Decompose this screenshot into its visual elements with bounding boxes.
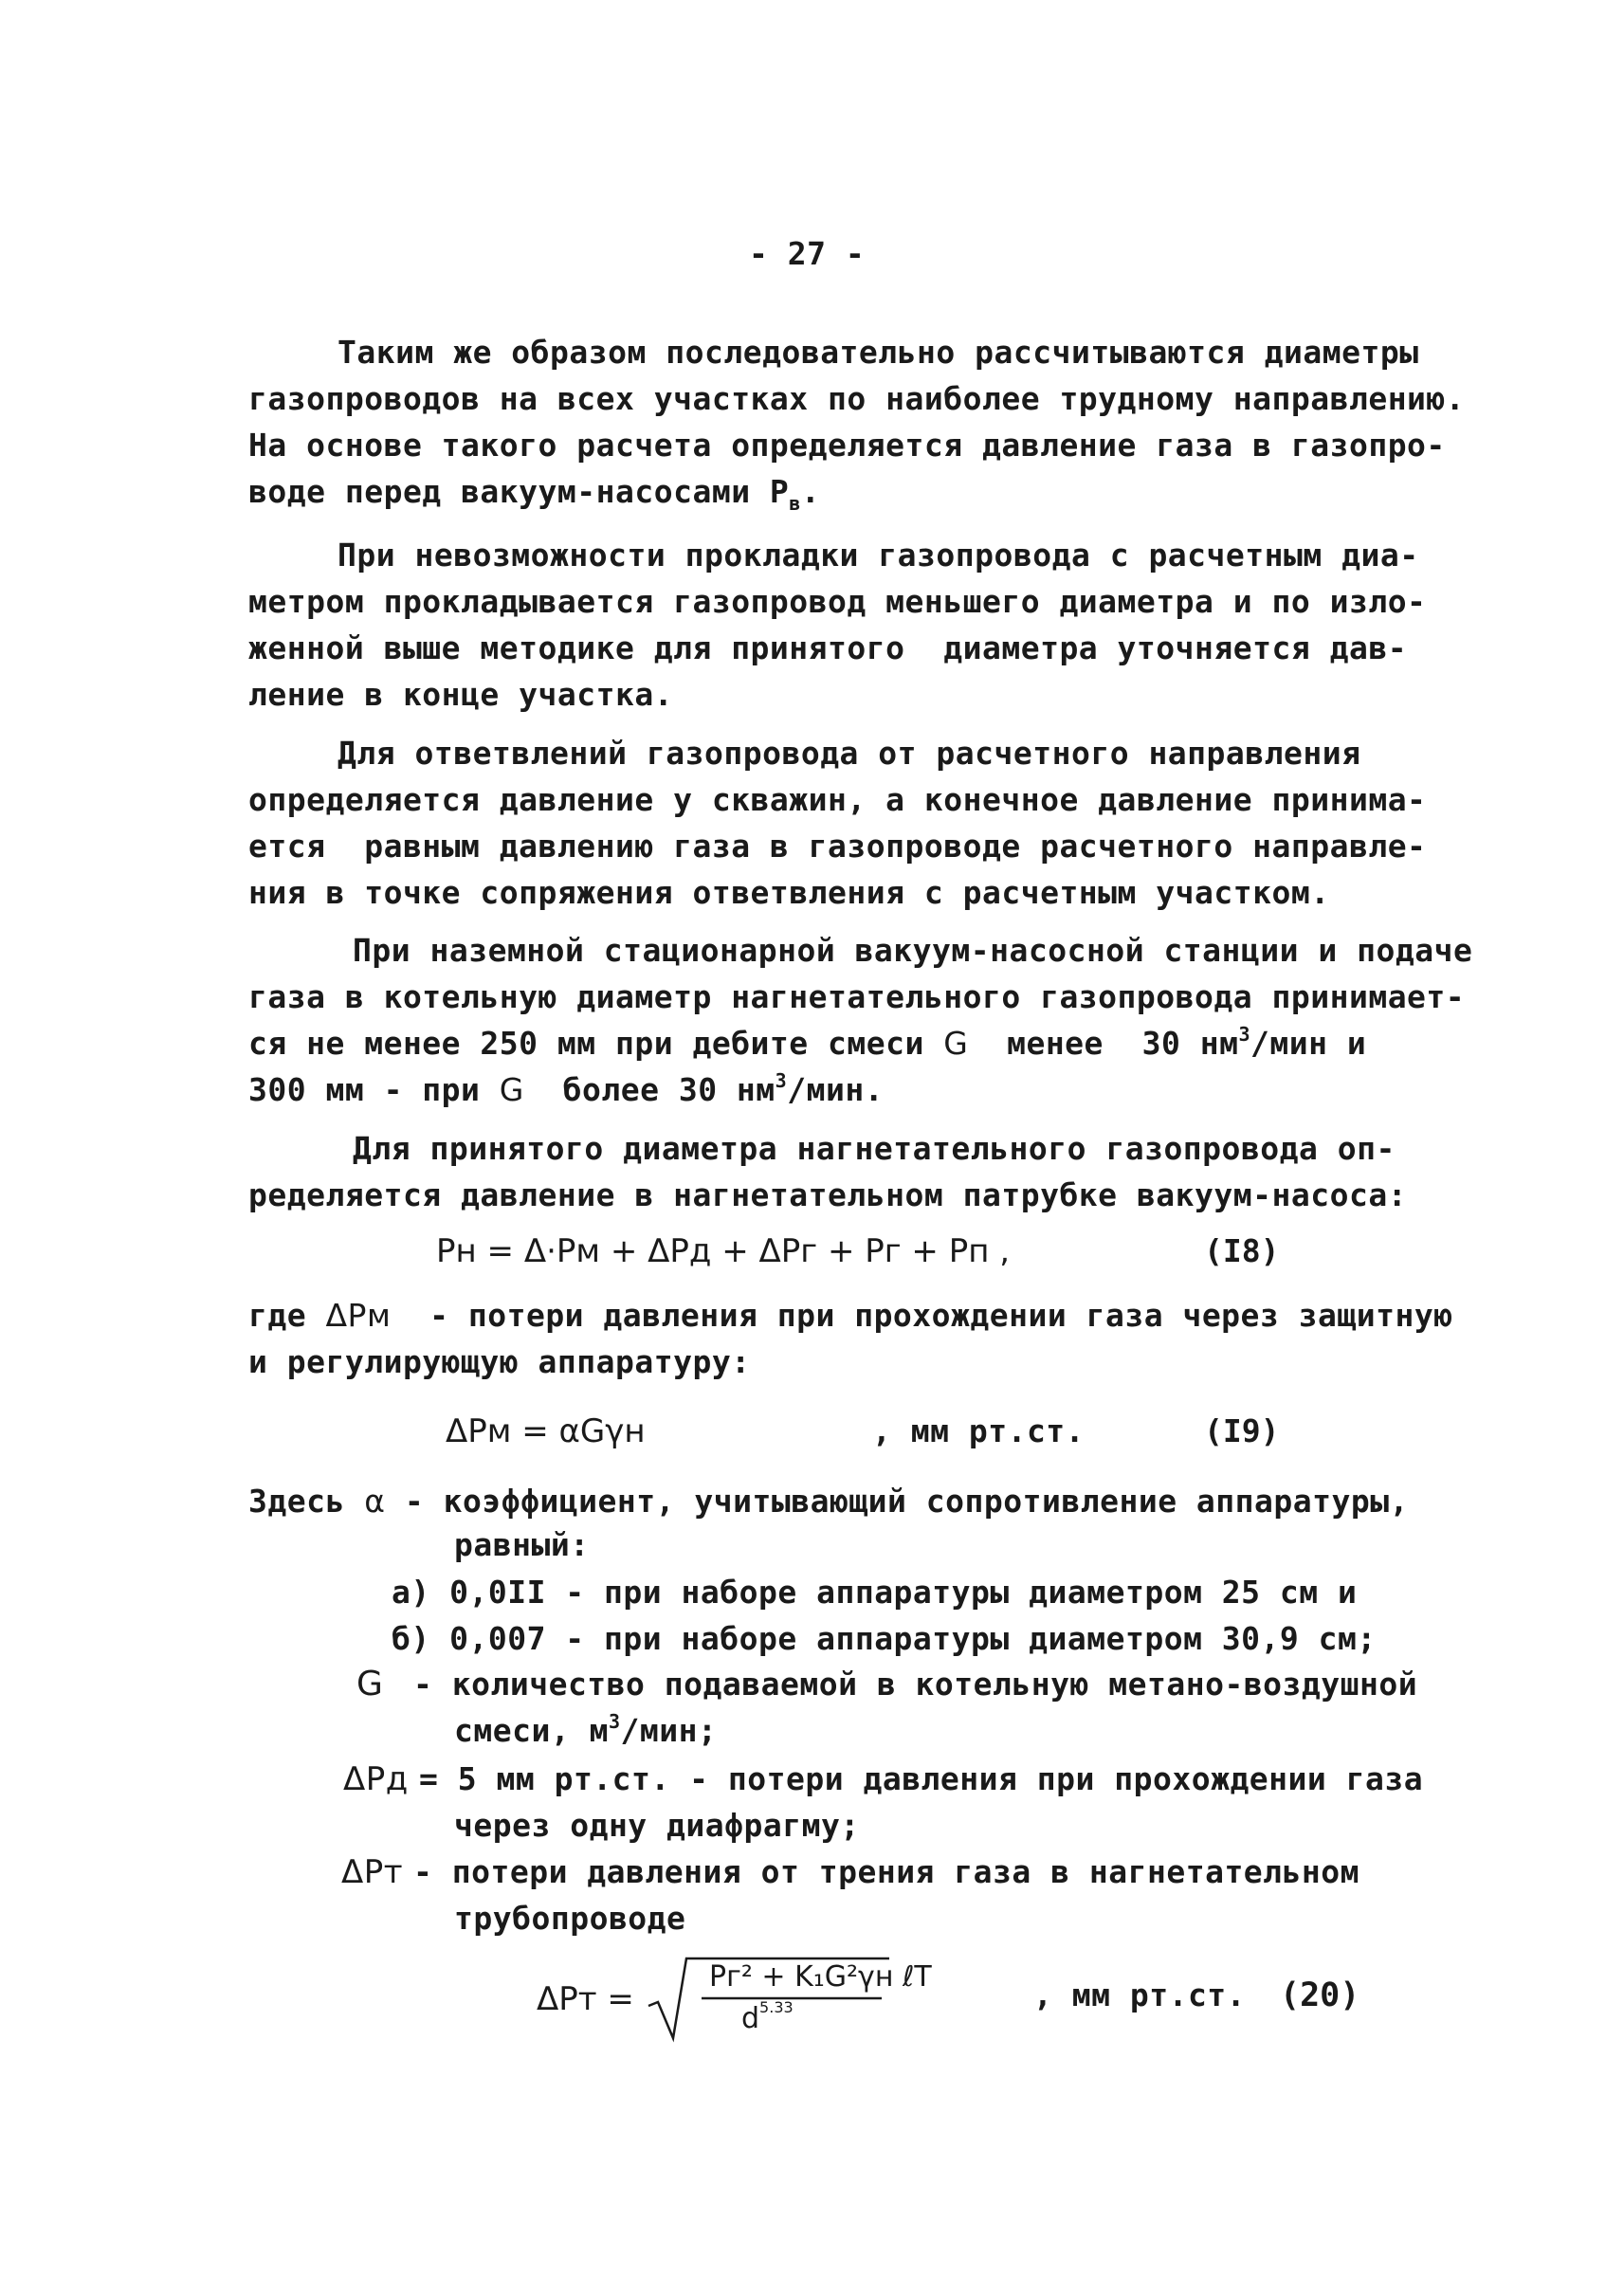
def-dpt-line-2: трубопроводе	[454, 1900, 686, 1937]
def-g-text2a: смеси, м	[454, 1712, 609, 1749]
eq20-den-exp: 5.33	[759, 1998, 794, 2016]
eq20-lhs: ΔPт =	[537, 1980, 634, 2018]
p4-l3-text: ся не менее 250 мм при дебите смеси	[248, 1025, 924, 1062]
p1-line-1: Таким же образом последовательно рассчитываются диаметры	[338, 334, 1419, 371]
p2-line-2: метром прокладывается газопровод меньшего диаметра и по изло-	[248, 583, 1427, 620]
pb-subscript: в	[789, 492, 801, 515]
page-number: - 27 -	[749, 235, 866, 272]
eq20-units: , мм рт.ст.	[1033, 1976, 1247, 2013]
where18-line-2: и регулирующую аппаратуру:	[248, 1343, 751, 1380]
p4-line-2: газа в котельную диаметр нагнетательного газопровода принимает-	[248, 978, 1466, 1015]
eq20-denominator	[741, 1998, 794, 2035]
p3-line-4: ния в точке сопряжения ответвления с расчетным участком.	[248, 874, 1330, 911]
cube-sup-1: 3	[1238, 1023, 1251, 1046]
def-item-b: б) 0,007 - при наборе аппаратуры диаметром 30,9 см;	[392, 1620, 1377, 1657]
eq20-den-base: d	[741, 2002, 760, 2035]
p1-line-4-end: .	[800, 473, 821, 510]
def-g-sup: 3	[608, 1710, 621, 1733]
where18-lead: где	[248, 1297, 307, 1334]
where18-text1: - потери давления при прохождении газа через защитную	[429, 1297, 1453, 1334]
eq18-formula: Pн = Δ·Pм + ΔPд + ΔPг + Pг + Pп ,	[436, 1232, 1011, 1270]
p4-l3-end: /мин и	[1250, 1025, 1367, 1062]
dpm-symbol: ΔPм	[325, 1297, 392, 1334]
p1-line-4	[248, 473, 821, 515]
def-alpha-text1: - коэффициент, учитывающий сопротивление аппаратуры,	[404, 1483, 1409, 1520]
def-g-text2b: /мин;	[620, 1712, 718, 1749]
p1-line-4-text: воде перед вакуум-насосами P	[248, 473, 790, 510]
p1-line-3: На основе такого расчета определяется давление газа в газопро-	[248, 427, 1446, 464]
p3-line-3: ется равным давлению газа в газопроводе расчетного направле-	[248, 828, 1427, 865]
p4-line-4	[248, 1071, 884, 1109]
p4-l3-mid: менее 30 нм	[1007, 1025, 1239, 1062]
eq19-formula: ΔPм = αGγн	[446, 1412, 646, 1450]
def-alpha-line-1	[248, 1483, 1409, 1521]
g-symbol-1: G	[943, 1025, 969, 1062]
dpt-symbol: ΔPт	[341, 1853, 404, 1891]
p2-line-3: женной выше методике для принятого диаметра уточняется дав-	[248, 629, 1408, 666]
alpha-symbol: α	[364, 1483, 386, 1520]
p4-l4-mid: более 30 нм	[562, 1071, 776, 1108]
def-dpt-line-1: - потери давления от трения газа в нагнетательном	[413, 1853, 1360, 1890]
p5-line-2: ределяется давление в нагнетательном патрубке вакуум-насоса:	[248, 1176, 1408, 1213]
p4-l4-end: /мин.	[787, 1071, 885, 1108]
def-lead: Здесь	[248, 1483, 345, 1520]
p3-line-1: Для ответвлений газопровода от расчетного направления	[338, 735, 1361, 772]
eq19-units: , мм рт.ст.	[872, 1412, 1086, 1449]
p5-line-1: Для принятого диаметра нагнетательного газопровода оп-	[353, 1130, 1396, 1167]
p1-line-2: газопроводов на всех участках по наиболее трудному направлению.	[248, 380, 1466, 417]
def-dpd-line-1: = 5 мм рт.ст. - потери давления при прохождении газа	[419, 1760, 1424, 1797]
where18-line-1	[248, 1297, 1453, 1335]
def-g-line-1: - количество подаваемой в котельную метано-воздушной	[413, 1666, 1418, 1703]
p4-l4-text: 300 мм - при	[248, 1071, 481, 1108]
def-item-a: а) 0,0II - при наборе аппаратуры диаметром 25 см и	[392, 1574, 1358, 1611]
eq19-number: (I9)	[1204, 1412, 1280, 1449]
eq18-number: (I8)	[1204, 1232, 1280, 1269]
def-dpd-line-2: через одну диафрагму;	[454, 1807, 860, 1844]
def-alpha-line-2: равный:	[454, 1526, 590, 1563]
p2-line-1: При невозможности прокладки газопровода с расчетным диа-	[338, 537, 1419, 574]
eq20-numerator: Pг² + K₁G²γн ℓT	[709, 1960, 932, 1994]
p3-line-2: определяется давление у скважин, а конечное давление принима-	[248, 781, 1427, 818]
p4-line-1: При наземной стационарной вакуум-насосной станции и подаче	[353, 932, 1473, 969]
g-symbol-2: G	[499, 1071, 524, 1108]
cube-sup-2: 3	[775, 1069, 788, 1092]
dpd-symbol: ΔPд	[343, 1760, 409, 1798]
p4-line-3	[248, 1025, 1366, 1063]
def-g-line-2	[454, 1712, 717, 1750]
eq20-number: (20)	[1280, 1976, 1360, 2014]
g-symbol-def: G	[356, 1665, 384, 1703]
p2-line-4: ление в конце участка.	[248, 676, 674, 713]
